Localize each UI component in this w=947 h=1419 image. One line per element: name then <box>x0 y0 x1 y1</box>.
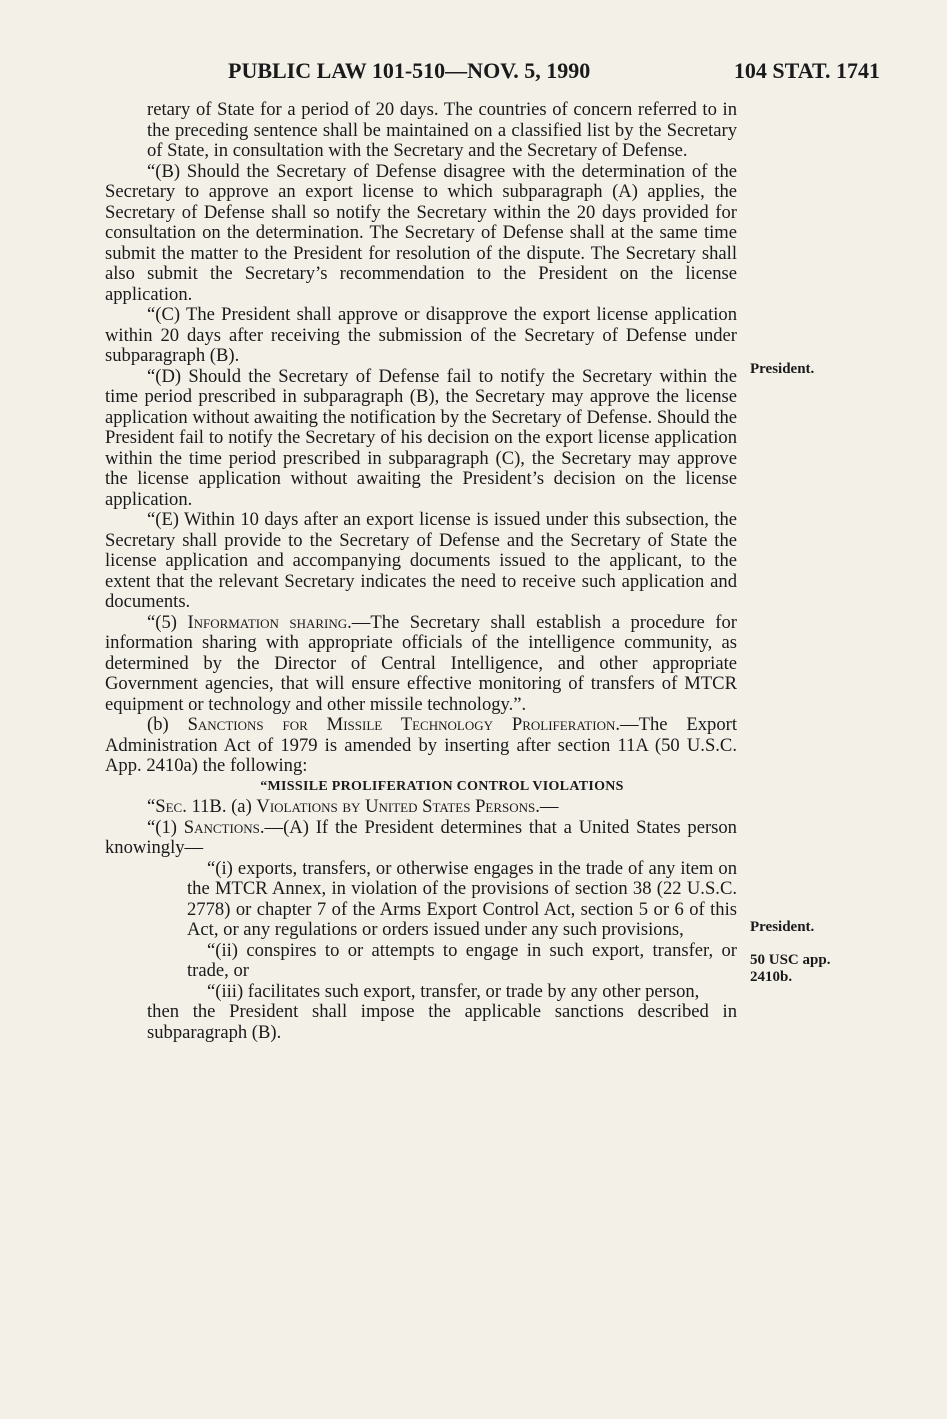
paragraph-sanctions-1 <box>105 818 737 859</box>
section-heading: “MISSILE PROLIFERATION CONTROL VIOLATIONS <box>260 778 624 794</box>
page-header <box>228 58 880 92</box>
paragraph-information-sharing <box>105 613 737 716</box>
small-caps-heading: Sanctions for Missile Technology Proliferation <box>187 714 616 735</box>
header-stat-page: 104 STAT. 1741 <box>733 58 880 83</box>
small-caps-heading: Violations by United States Persons <box>256 796 536 817</box>
margin-note-usc: 50 USC app. 2410b. <box>750 952 831 985</box>
paragraph-d: “(D) Should the Secretary of Defense fail to notify the Secretary within the time period prescribed in subparagraph (B), the Secretary may approve the license application without awaiting the notification by the Secretary of Defense. Should the President fail to notify the Secretary of his decision on the export license application within the time period prescribed in subparagraph (C), the Secretary may approve the license application without awaiting the President’s decision on the license application. <box>105 365 737 510</box>
clause-iii: “(iii) facilitates such export, transfer, or trade by any other person, <box>207 980 700 1002</box>
margin-note-president: President. <box>750 361 815 377</box>
paragraph-sanctions-missile <box>105 715 737 777</box>
paragraph-b: “(B) Should the Secretary of Defense disagree with the determination of the Secretary to approve an export license to which subparagraph (A) applies, the Secretary of Defense shall so notify the Secretary within the 20 days provided for consultation on the determination. The Secretary of Defense shall at the same time submit the matter to the President for resolution of the dispute. The Secretary shall also submit the Secretary’s recommendation to the President on the license application. <box>105 160 737 305</box>
text-run: .—The Export Administration Act of 1979 is amended by inserting after section 11A (50 U.S.C. App. 2410a) the following: <box>105 714 737 776</box>
paragraph-sec-11b <box>105 797 737 818</box>
clause-ii: “(ii) conspires to or attempts to engage in such export, transfer, or trade, or <box>187 939 737 981</box>
clause-i: “(i) exports, transfers, or otherwise engages in the trade of any item on the MTCR Annex, in violation of the provisions of section 38 (22 U.S.C. 2778) or chapter 7 of the Arms Export Control Act, section 5 or 6 of this Act, or any regulations or orders issued under any such provisions, <box>187 857 737 940</box>
text-run: “S <box>147 796 166 817</box>
text-run: “(5) <box>147 611 188 633</box>
header-title: PUBLIC LAW 101-510—NOV. 5, 1990 <box>228 58 591 83</box>
text-run: .—The Secretary shall establish a procedure for information sharing with appropriate officials of the intelligence community, as determined by the Director of Central Intelligence, and other appropriate Government agencies, that will ensure effective monitoring of transfers of MTCR equipment or technology and other missile technology.”. <box>105 611 737 715</box>
small-caps-heading: Sanctions <box>183 816 260 838</box>
document-body <box>105 100 737 1043</box>
small-caps-heading: Information sharing <box>187 611 348 633</box>
paragraph-c: “(C) The President shall approve or disapprove the export license application within 20 days after receiving the submission of the Secretary of Defense under subparagraph (B). <box>105 304 737 366</box>
text-run: (b) <box>147 714 188 735</box>
text-run: . 11B. (a) <box>182 796 257 817</box>
text-run: “(1) <box>147 816 184 838</box>
small-caps-run: ec <box>165 796 183 817</box>
paragraph-continuation: retary of State for a period of 20 days. The countries of concern referred to in the preceding sentence shall be maintained on a classified list by the Secretary of State, in consultation with the Secretary and the Secretary of Defense. <box>147 99 737 161</box>
text-run: .— <box>535 796 559 817</box>
paragraph-then: then the President shall impose the applicable sanctions described in subparagraph (B). <box>147 1001 737 1043</box>
paragraph-e: “(E) Within 10 days after an export license is issued under this subsection, the Secretary shall provide to the Secretary of Defense and the Secretary of State the license application and accompanying documents issued to the applicant, to the extent that the relevant Secretary indicates the need to receive such application and documents. <box>105 509 737 612</box>
margin-note-president: President. <box>750 919 815 935</box>
text-run: .—(A) If the President determines that a United States person knowingly— <box>105 816 737 858</box>
